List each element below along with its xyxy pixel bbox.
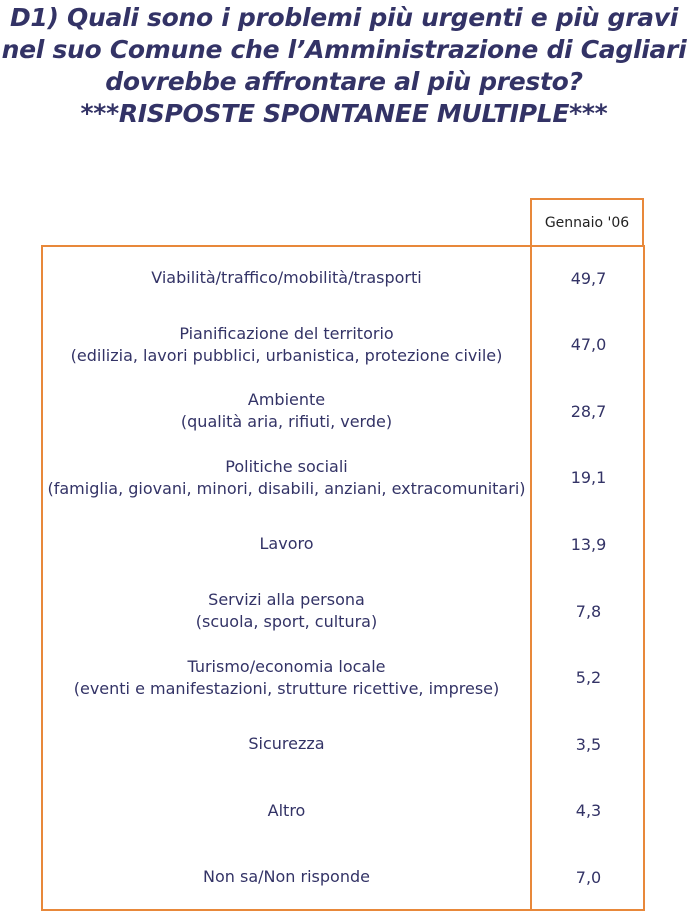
table-row (41, 312, 645, 378)
title-line-1: D1) Quali sono i problemi più urgenti e più gravi (9, 3, 679, 32)
table-row (41, 645, 645, 711)
row-label (41, 378, 532, 444)
table-row (41, 844, 645, 910)
page-title (0, 2, 688, 130)
row-label-main: Sicurezza (248, 734, 325, 754)
row-label (41, 511, 532, 577)
row-label-detail: (scuola, sport, cultura) (195, 612, 378, 631)
table-row (41, 578, 645, 644)
row-label-main: Servizi alla persona (208, 590, 365, 609)
table-row (41, 245, 645, 311)
title-line-2: nel suo Comune che l’Amministrazione di Cagliari (1, 35, 687, 64)
row-label (41, 312, 532, 378)
table-row (41, 778, 645, 844)
row-value: 47,0 (570, 335, 607, 355)
row-label-main: Pianificazione del territorio (179, 323, 394, 343)
row-label (41, 445, 532, 511)
title-line-3: dovrebbe affrontare al più presto? (105, 67, 583, 96)
row-label (41, 578, 532, 644)
row-value: 7,8 (575, 601, 602, 621)
row-label-detail: (famiglia, giovani, minori, disabili, anziani, extracomunitari) (47, 478, 526, 498)
row-label-main: Viabilità/traffico/mobilità/trasporti (151, 268, 422, 287)
row-label (41, 245, 532, 311)
table-row (41, 445, 645, 511)
row-label-main: Lavoro (259, 534, 314, 554)
row-label (41, 778, 532, 844)
row-value: 5,2 (575, 668, 602, 688)
row-value: 3,5 (575, 734, 602, 754)
table-row (41, 711, 645, 777)
row-label-main: Altro (267, 800, 306, 820)
row-label-main: Ambiente (247, 390, 326, 410)
row-value: 4,3 (575, 801, 602, 821)
row-value: 13,9 (570, 534, 607, 554)
row-label-detail: (edilizia, lavori pubblici, urbanistica, protezione civile) (70, 345, 503, 365)
row-value: 19,1 (570, 468, 607, 488)
row-value: 49,7 (570, 268, 607, 288)
row-label-detail: (eventi e manifestazioni, strutture ricettive, imprese) (73, 678, 500, 698)
column-header: Gennaio '06 (530, 198, 644, 246)
row-label-main: Non sa/Non risponde (203, 867, 370, 887)
row-value: 28,7 (570, 401, 607, 421)
row-label (41, 645, 532, 711)
row-label (41, 844, 532, 910)
table-row (41, 378, 645, 444)
table-row (41, 511, 645, 577)
row-value: 7,0 (575, 867, 602, 887)
title-line-4: ***RISPOSTE SPONTANEE MULTIPLE*** (80, 99, 608, 128)
row-label-main: Politiche sociali (225, 456, 348, 476)
row-label (41, 711, 532, 777)
row-label-main: Turismo/economia locale (187, 656, 386, 676)
row-label-detail: (qualità aria, rifiuti, verde) (180, 412, 393, 432)
